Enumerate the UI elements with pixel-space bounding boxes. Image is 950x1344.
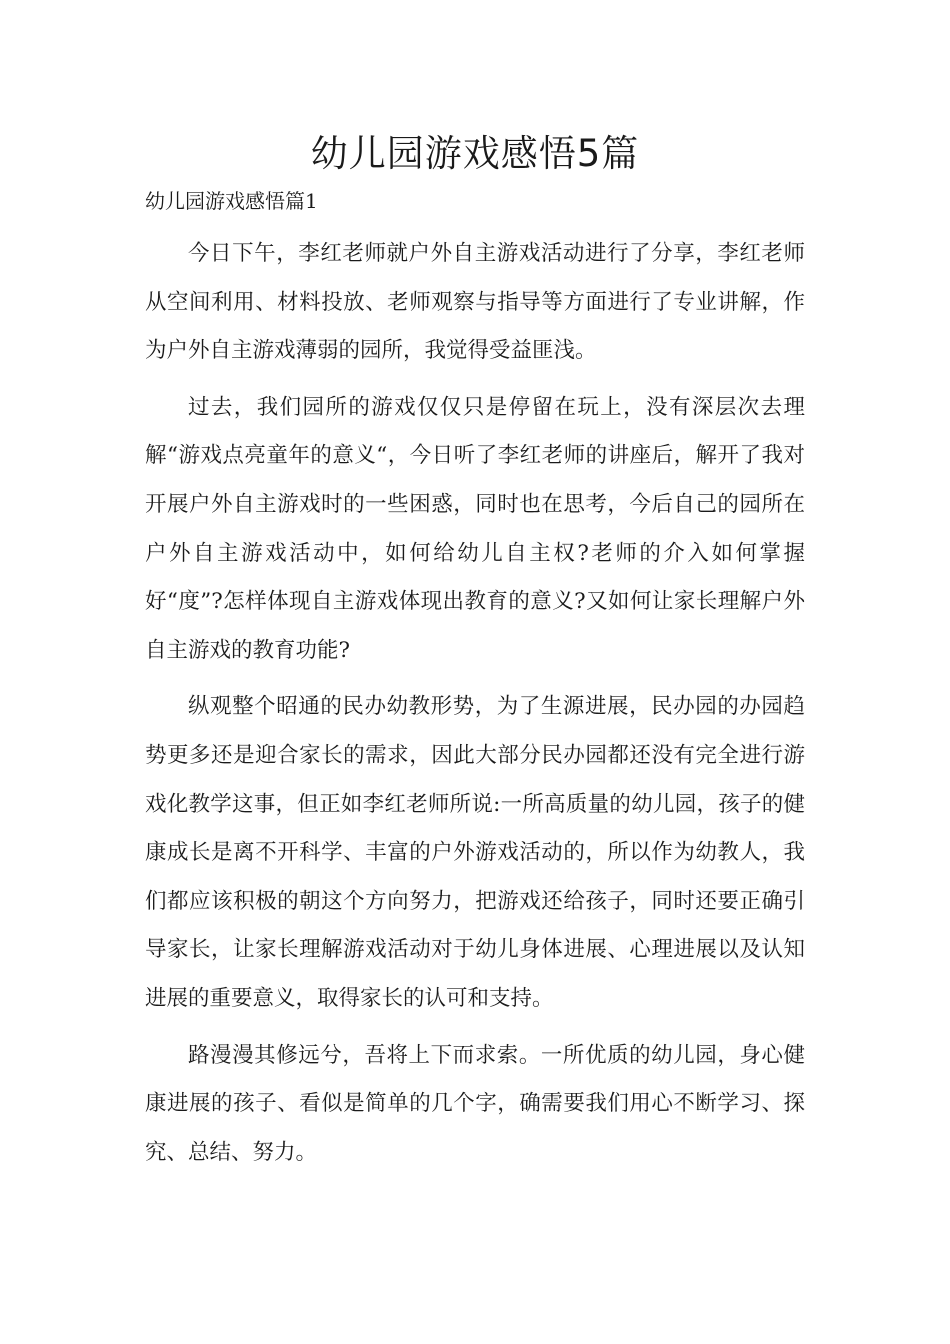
paragraph-4: 路漫漫其修远兮，吾将上下而求索。一所优质的幼儿园，身心健康进展的孩子、看似是简单的几个字，确需要我们用心不断学习、探究、总结、努力。 (145, 1042, 805, 1165)
paragraph-2: 过去，我们园所的游戏仅仅只是停留在玩上，没有深层次去理解“游戏点亮童年的意义“，今日听了李红老师的讲座后，解开了我对开展户外自主游戏时的一些困惑，同时也在思考，今后自己的园所在户外自主游戏活动中，如何给幼儿自主权?老师的介入如何掌握好“度”?怎样体现自主游戏体现出教育的意义?又如何让家长理解户外自主游戏的教育功能? (145, 394, 805, 663)
section-heading: 幼儿园游戏感悟篇1 (145, 189, 318, 213)
paragraph-1: 今日下午，李红老师就户外自主游戏活动进行了分享，李红老师从空间利用、材料投放、老师观察与指导等方面进行了专业讲解，作为户外自主游戏薄弱的园所，我觉得受益匪浅。 (145, 241, 805, 364)
paragraph-3: 纵观整个昭通的民办幼教形势，为了生源进展，民办园的办园趋势更多还是迎合家长的需求，因此大部分民办园都还没有完全进行游戏化教学这事，但正如李红老师所说:一所高质量的幼儿园，孩子的健康成长是离不开科学、丰富的户外游戏活动的，所以作为幼教人，我们都应该积极的朝这个方向努力，把游戏还给孩子，同时还要正确引导家长，让家长理解游戏活动对于幼儿身体进展、心理进展以及认知进展的重要意义，取得家长的认可和支持。 (145, 694, 805, 1011)
document-body (145, 230, 805, 1177)
document-title: 幼儿园游戏感悟5篇 (310, 132, 640, 175)
